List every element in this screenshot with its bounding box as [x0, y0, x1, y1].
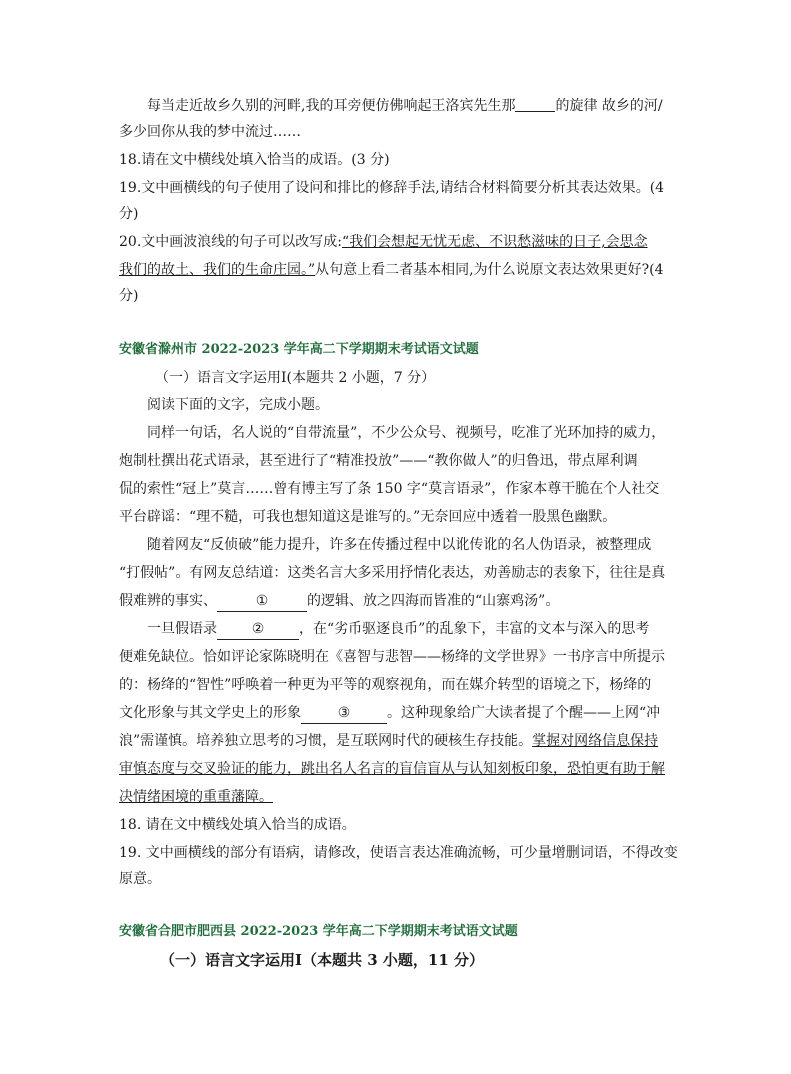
passage-text: 的逻辑、放之四海而皆准的“山寨鸡汤”。 [307, 593, 560, 609]
passage-line: 多少回你从我的梦中流过…… [119, 124, 301, 140]
passage-text: 假难辨的事实、 [119, 593, 217, 609]
question-20 [119, 232, 648, 252]
section-title: 安徽省滁州市 2022-2023 学年高二下学期期末考试语文试题 [119, 342, 479, 357]
answer-blank-3: ③ [301, 703, 387, 724]
passage-text: 文化形象与其文学史上的形象 [119, 705, 301, 721]
question-20-cont: 分) [119, 288, 139, 304]
passage-text: 每当走近故乡久别的河畔,我的耳旁便仿佛响起王洛宾先生那 [147, 98, 516, 114]
passage-text: ，在“劣币驱逐良币”的乱象下，丰富的文本与深入的思考 [299, 621, 650, 637]
passage-line: 的：杨绛的“智性”呼唤着一种更为平等的观察视角，而在媒介转型的语境之下，杨绛的 [119, 677, 652, 693]
passage-line: 平台辟谣：“理不糙，可我也想知道这是谁写的。”无奈回应中透着一股黑色幽默。 [119, 509, 617, 525]
passage-text: 一旦假语录 [147, 621, 217, 637]
question-text: 20.文中画波浪线的句子可以改写成: [119, 234, 342, 250]
answer-blank [515, 97, 555, 112]
passage-line [147, 96, 663, 116]
underlined-text: 掌握对网络信息保持 [532, 733, 659, 749]
question-20-cont [119, 260, 664, 280]
underlined-text: 决情绪困境的重重藩障。 [119, 789, 273, 805]
question-18: 18. 请在文中横线处填入恰当的成语。 [119, 817, 356, 833]
wavy-underlined-text: 我们的故土、我们的生命庄园。” [119, 262, 316, 278]
passage-text: 。这种现象给广大读者提了个醒——上网“冲 [387, 705, 661, 721]
passage-line: “打假帖”。有网友总结道：这类名言大多采用抒情化表达，劝善励志的表象下，往往是真 [119, 565, 666, 581]
question-19-cont: 分) [119, 206, 139, 222]
subsection-heading: （一）语言文字运用Ⅰ(本题共 2 小题，7 分） [155, 370, 436, 386]
question-text: 从句意上看二者基本相同,为什么说原文表达效果更好?(4 [315, 262, 664, 278]
passage-line [119, 703, 660, 724]
passage-line: 侃的索性“冠上”莫言……曾有博主写了条 150 字“莫言语录”，作家本尊干脆在个人社交 [119, 481, 660, 497]
question-19: 19.文中画横线的句子使用了设问和排比的修辞手法,请结合材料简要分析其表达效果。(4 [119, 180, 665, 196]
wavy-underlined-text: “我们会想起无忧无虑、不识愁滋味的日子,会思念 [341, 234, 648, 250]
underlined-text: 审慎态度与交叉验证的能力，跳出名人名言的盲信盲从与认知刻板印象，恐怕更有助于解 [119, 761, 665, 777]
question-19: 19. 文中画横线的部分有语病，请修改，使语言表达准确流畅，可少量增删词语，不得改变 [119, 845, 678, 861]
passage-line: 同样一句话，名人说的“自带流量”，不少公众号、视频号，吃准了光环加持的威力， [147, 425, 666, 441]
answer-blank-1: ① [217, 591, 307, 612]
question-18: 18.请在文中横线处填入恰当的成语。(3 分) [119, 152, 390, 168]
passage-line [119, 731, 658, 751]
passage-text: 的旋律 故乡的河/ [555, 98, 663, 114]
section-title: 安徽省合肥市肥西县 2022-2023 学年高二下学期期末考试语文试题 [119, 924, 518, 939]
passage-text: 浪”需谨慎。培养独立思考的习惯，是互联网时代的硬核生存技能。 [119, 733, 533, 749]
answer-blank-2: ② [217, 619, 299, 640]
question-19-cont: 原意。 [119, 871, 161, 887]
instruction: 阅读下面的文字，完成小题。 [147, 397, 329, 413]
passage-line: 便难免缺位。恰如评论家陈晓明在《喜智与悲智——杨绛的文学世界》一书序言中所提示 [119, 649, 665, 665]
passage-line: 随着网友“反侦破”能力提升，许多在传播过程中以讹传讹的名人伪语录，被整理成 [147, 537, 652, 553]
passage-line [119, 591, 559, 612]
passage-line [147, 619, 649, 640]
subsection-heading: （一）语言文字运用Ⅰ（本题共 3 小题，11 分） [160, 951, 484, 969]
passage-line: 炮制杜撰出花式语录，甚至进行了“精准投放”——“教你做人”的归鲁迅，带点犀利调 [119, 453, 638, 469]
